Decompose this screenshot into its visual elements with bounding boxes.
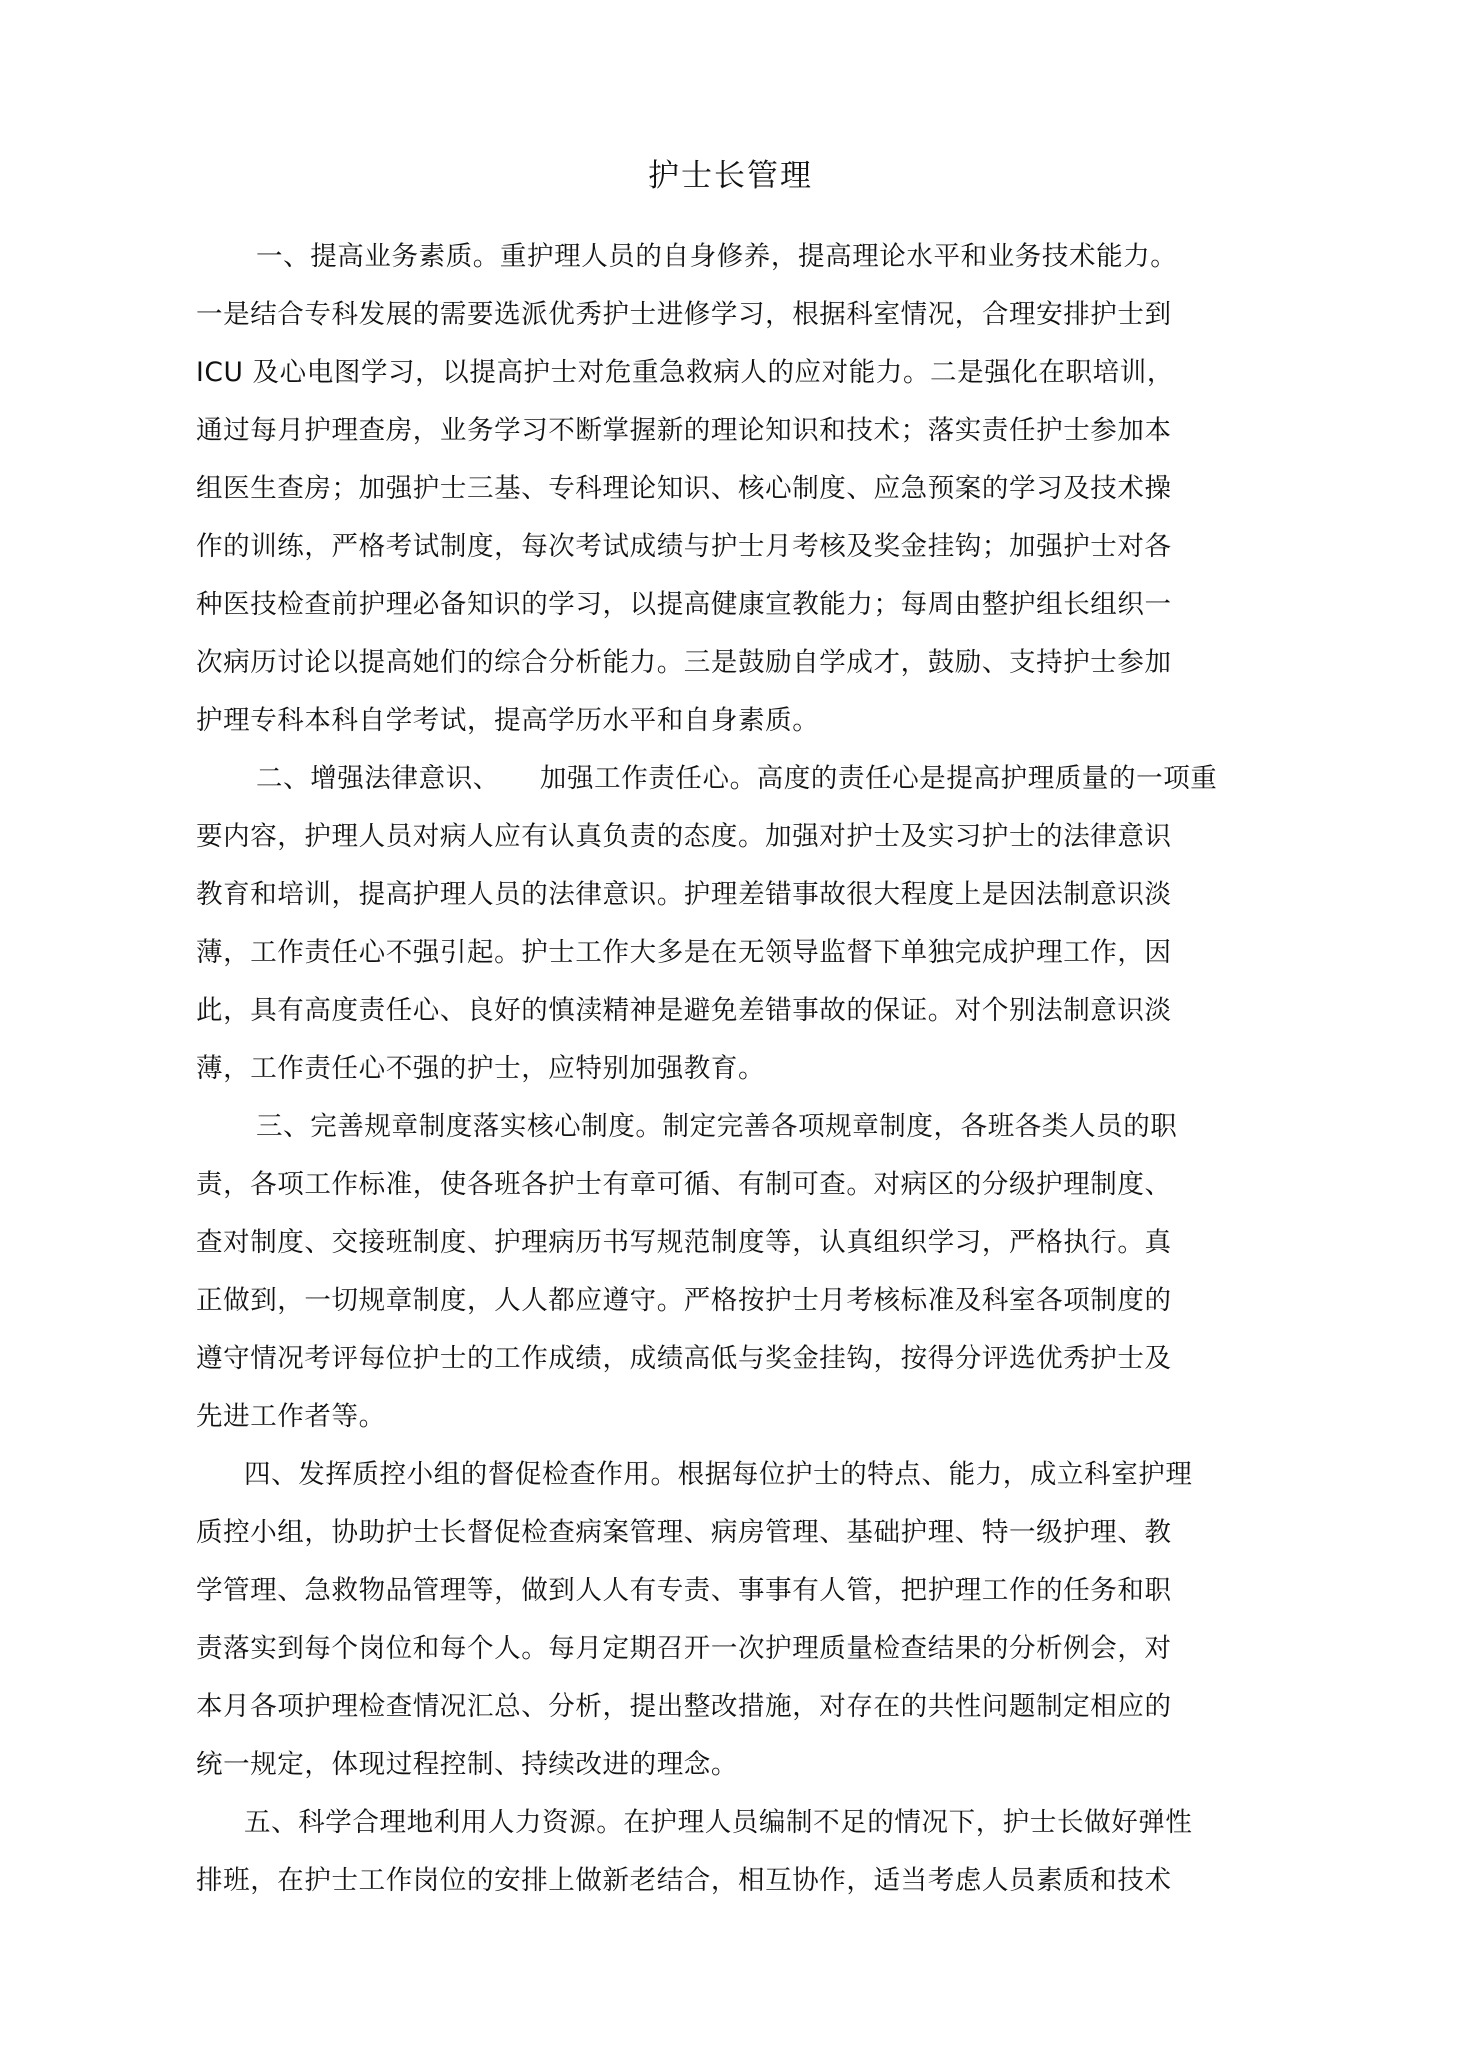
text-line: 薄，工作责任心不强的护士，应特别加强教育。 — [196, 1053, 766, 1084]
paragraph-2 — [196, 750, 1236, 1098]
text-line: 次病历讨论以提高她们的综合分析能力。三是鼓励自学成才，鼓励、支持护士参加 — [196, 647, 1172, 678]
text-line: 薄，工作责任心不强引起。护士工作大多是在无领导监督下单独完成护理工作，因 — [196, 937, 1172, 968]
text-line: 本月各项护理检查情况汇总、分析，提出整改措施，对存在的共性问题制定相应的 — [196, 1691, 1172, 1722]
text-line: 查对制度、交接班制度、护理病历书写规范制度等，认真组织学习，严格执行。真 — [196, 1227, 1172, 1258]
text-line: 遵守情况考评每位护士的工作成绩，成绩高低与奖金挂钩，按得分评选优秀护士及 — [196, 1343, 1172, 1374]
document-body — [196, 228, 1236, 1910]
text-line: 一是结合专科发展的需要选派优秀护士进修学习，根据科室情况，合理安排护士到 — [196, 299, 1172, 330]
text-segment: 加强工作责任心。高度的责任心是提高护理质量的一项重 — [539, 763, 1218, 794]
text-line: 要内容，护理人员对病人应有认真负责的态度。加强对护士及实习护士的法律意识 — [196, 821, 1172, 852]
text-line: 责，各项工作标准，使各班各护士有章可循、有制可查。对病区的分级护理制度、 — [196, 1169, 1172, 1200]
page-title: 护士长管理 — [648, 158, 813, 194]
paragraph-5 — [196, 1794, 1236, 1910]
text-line: 护理专科本科自学考试，提高学历水平和自身素质。 — [196, 705, 820, 736]
paragraph-3 — [196, 1098, 1236, 1446]
text-line: 质控小组，协助护士长督促检查病案管理、病房管理、基础护理、特一级护理、教 — [196, 1517, 1172, 1548]
text-line: 四、发挥质控小组的督促检查作用。根据每位护士的特点、能力，成立科室护理 — [244, 1459, 1193, 1490]
text-line: 教育和培训，提高护理人员的法律意识。护理差错事故很大程度上是因法制意识淡 — [196, 879, 1172, 910]
text-line: 五、科学合理地利用人力资源。在护理人员编制不足的情况下，护士长做好弹性 — [244, 1807, 1193, 1838]
text-segment: 二、增强法律意识、 — [256, 763, 500, 794]
text-line: 三、完善规章制度落实核心制度。制定完善各项规章制度，各班各类人员的职 — [256, 1111, 1178, 1142]
text-line: 排班，在护士工作岗位的安排上做新老结合，相互协作，适当考虑人员素质和技术 — [196, 1865, 1172, 1896]
text-line: 组医生查房；加强护士三基、专科理论知识、核心制度、应急预案的学习及技术操 — [196, 473, 1172, 504]
text-line: 种医技检查前护理必备知识的学习，以提高健康宣教能力；每周由整护组长组织一 — [196, 589, 1172, 620]
text-line — [196, 750, 1236, 808]
text-line: 责落实到每个岗位和每个人。每月定期召开一次护理质量检查结果的分析例会，对 — [196, 1633, 1172, 1664]
text-line: 学管理、急救物品管理等，做到人人有专责、事事有人管，把护理工作的任务和职 — [196, 1575, 1172, 1606]
text-line: 此，具有高度责任心、良好的慎渎精神是避免差错事故的保证。对个别法制意识淡 — [196, 995, 1172, 1026]
text-line: 一、提高业务素质。重护理人员的自身修养，提高理论水平和业务技术能力。 — [256, 241, 1178, 272]
text-line: 通过每月护理查房，业务学习不断掌握新的理论知识和技术；落实责任护士参加本 — [196, 415, 1172, 446]
text-line: ICU 及心电图学习，以提高护士对危重急救病人的应对能力。二是强化在职培训， — [196, 357, 1174, 388]
text-line: 先进工作者等。 — [196, 1401, 386, 1432]
text-line: 作的训练，严格考试制度，每次考试成绩与护士月考核及奖金挂钩；加强护士对各 — [196, 531, 1172, 562]
paragraph-1 — [196, 228, 1236, 750]
paragraph-4 — [196, 1446, 1236, 1794]
text-line: 正做到，一切规章制度，人人都应遵守。严格按护士月考核标准及科室各项制度的 — [196, 1285, 1172, 1316]
text-line: 统一规定，体现过程控制、持续改进的理念。 — [196, 1749, 738, 1780]
